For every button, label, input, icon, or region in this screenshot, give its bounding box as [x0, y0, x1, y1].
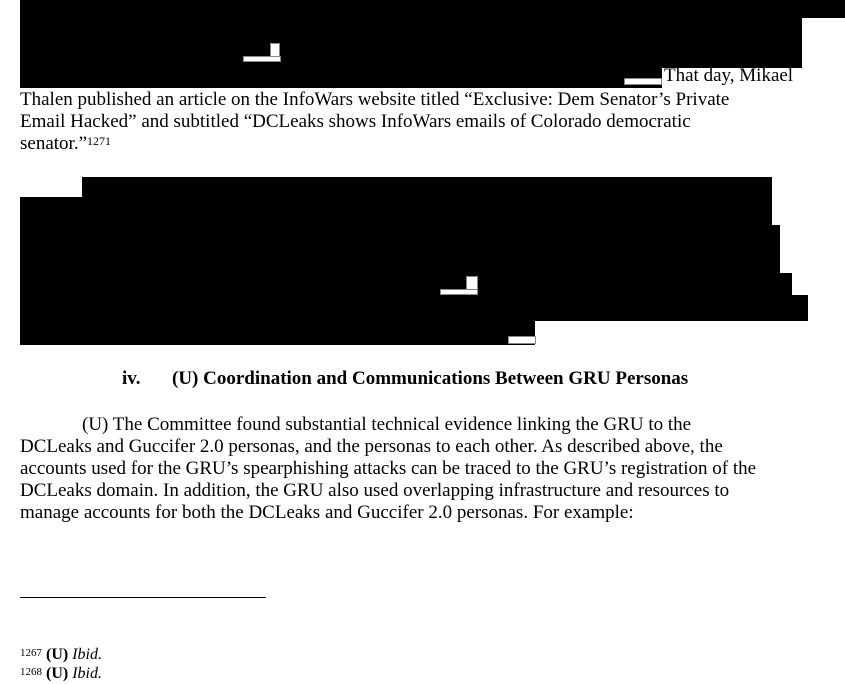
paragraph-line: DCLeaks and Guccifer 2.0 personas, and the personas to each other. As described above, the — [20, 436, 723, 457]
section-heading — [122, 368, 688, 390]
redaction-block-middle — [20, 273, 792, 295]
redaction-tag — [243, 56, 281, 62]
redaction-tag — [508, 336, 536, 344]
body-paragraph — [20, 414, 756, 524]
footnote-text: Ibid. — [72, 665, 102, 682]
section-title: (U) Coordination and Communications Between GRU Personas — [172, 368, 689, 389]
redaction-block-middle — [82, 177, 772, 197]
footnote-number: 1268 — [20, 666, 42, 678]
section-number: iv. — [122, 368, 141, 389]
intro-line: Email Hacked” and subtitled “DCLeaks shows InfoWars emails of Colorado democratic — [20, 111, 691, 132]
footnote — [20, 665, 102, 683]
redaction-block-middle — [20, 197, 772, 225]
paragraph-line: manage accounts for both the DCLeaks and Guccifer 2.0 personas. For example: — [20, 502, 634, 523]
redaction-block-middle — [20, 225, 780, 273]
footnote-marking: (U) — [46, 646, 69, 663]
paragraph-line: (U) The Committee found substantial technical evidence linking the GRU to the — [82, 414, 692, 435]
redaction-block-middle — [20, 295, 808, 321]
redaction-tag — [624, 78, 662, 85]
footnote — [20, 646, 102, 664]
footnote-text: Ibid. — [72, 646, 102, 663]
intro-lead-in: That day, Mikael — [664, 65, 794, 86]
redaction-block-top — [20, 0, 802, 68]
intro-line-text: senator.” — [20, 133, 88, 154]
footnote-divider — [20, 597, 266, 598]
redaction-block-middle — [20, 321, 535, 345]
intro-line-last — [20, 133, 111, 155]
footnote-number: 1267 — [20, 647, 42, 659]
intro-line: Thalen published an article on the InfoWars website titled “Exclusive: Dem Senator’s Private — [20, 89, 730, 110]
paragraph-line: DCLeaks domain. In addition, the GRU also used overlapping infrastructure and resources to — [20, 480, 730, 501]
redaction-tag — [440, 289, 478, 295]
footnote-marking: (U) — [46, 665, 69, 682]
paragraph-line: accounts used for the GRU’s spearphishing attacks can be traced to the GRU’s registration of the — [20, 458, 757, 479]
redaction-block-top-lower — [20, 68, 662, 88]
redaction-block-top-right — [760, 0, 845, 18]
footnote-ref: 1271 — [87, 134, 112, 148]
